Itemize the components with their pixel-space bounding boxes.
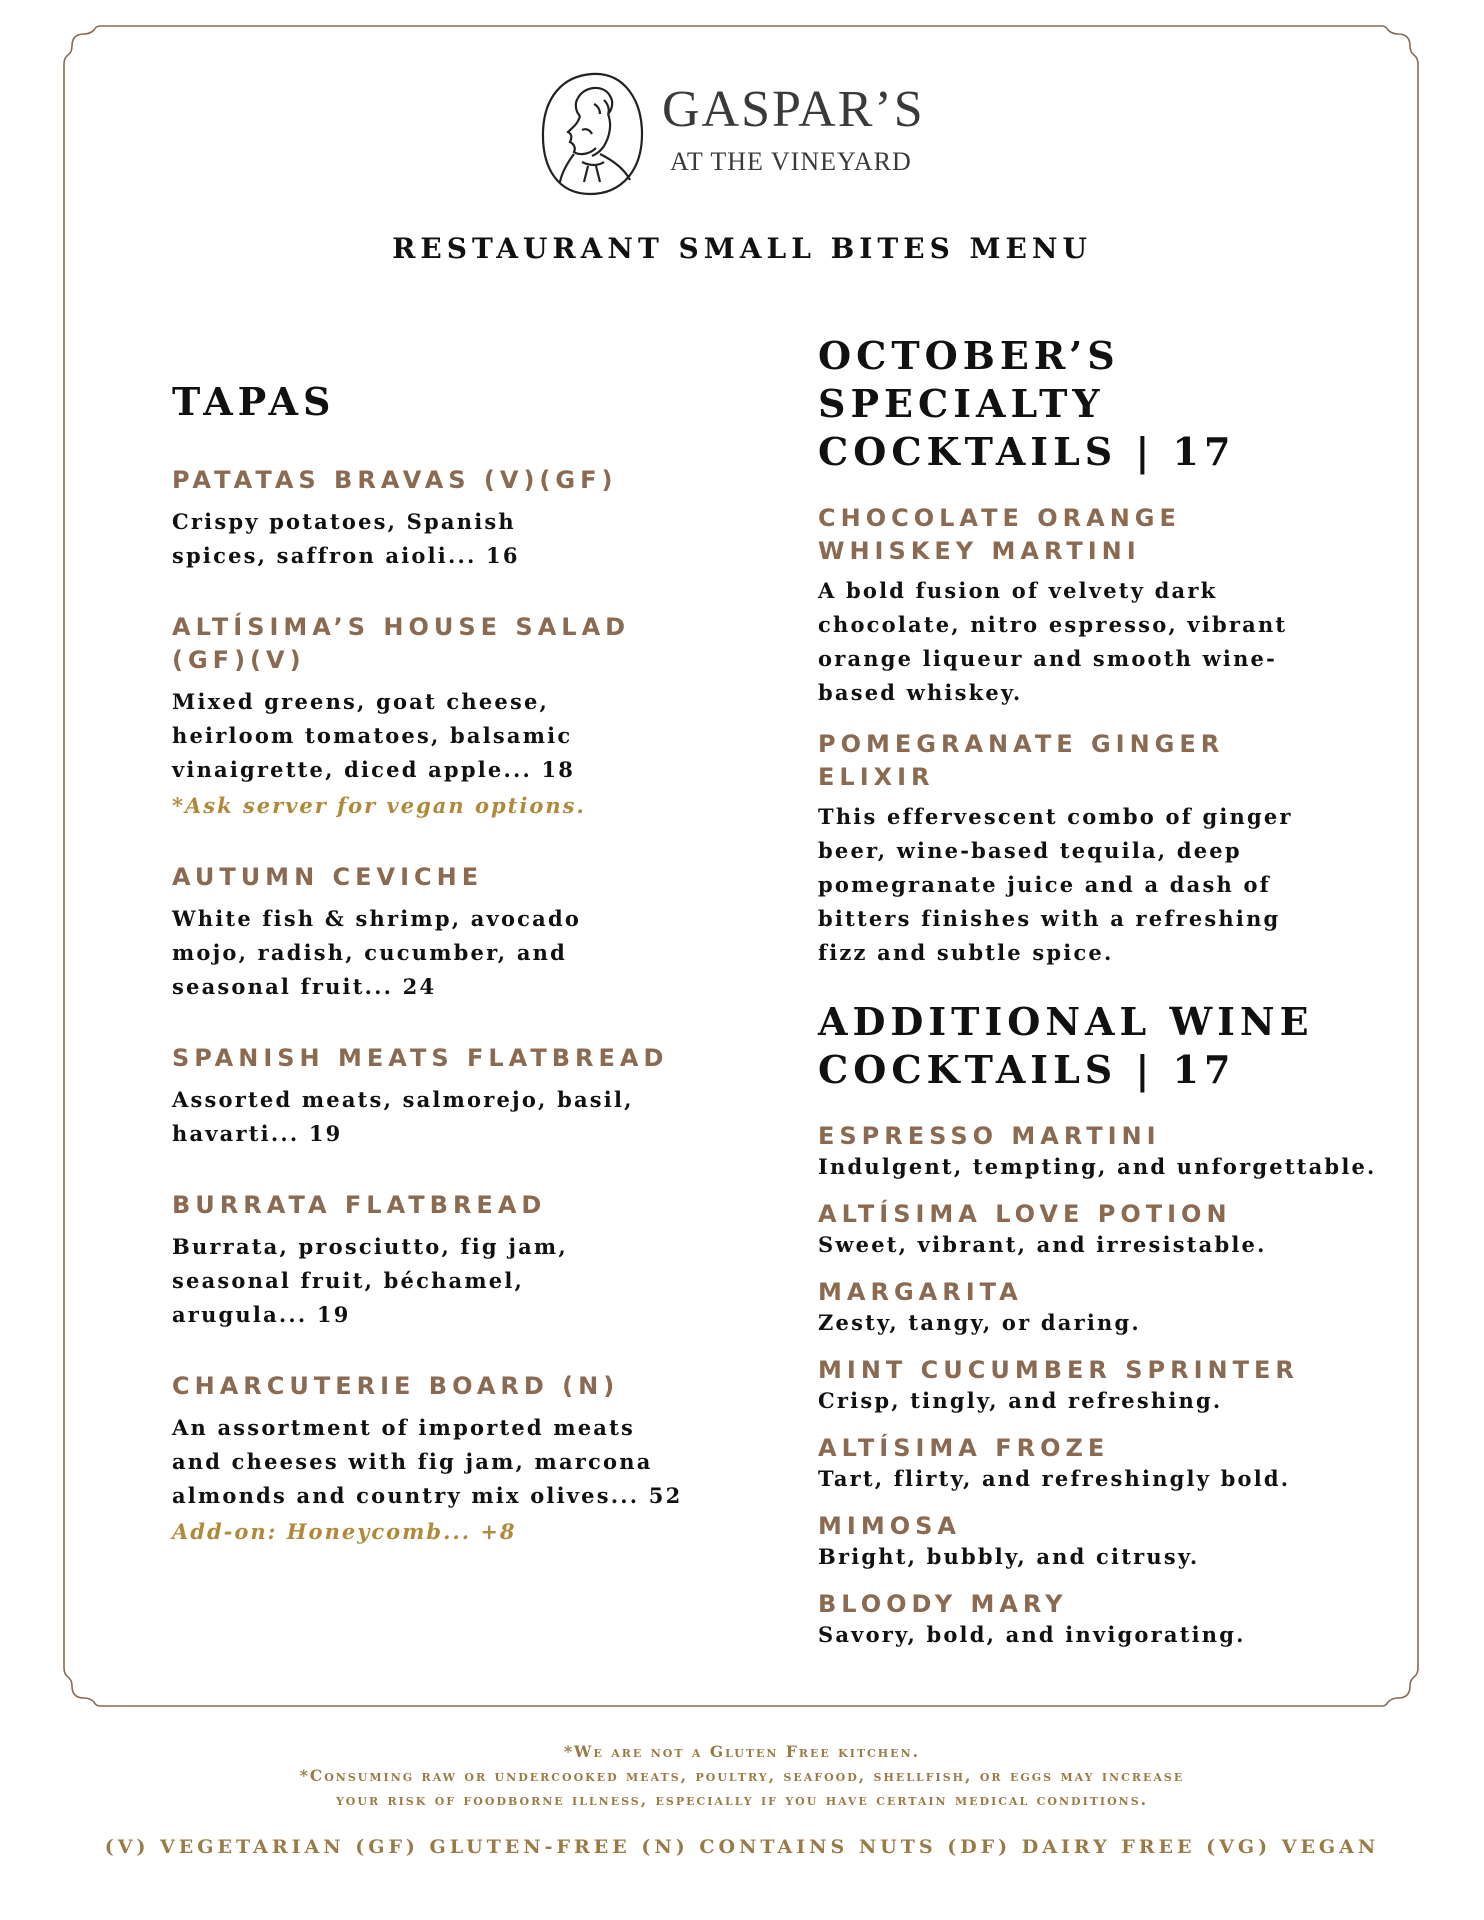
item-name: ELIXIR (818, 763, 935, 791)
item-name: ALTÍSIMA LOVE POTION (818, 1200, 1232, 1228)
item-desc-line: mojo, radish, cucumber, and (172, 940, 567, 965)
menu-item-espresso-martini (818, 1120, 1378, 1182)
item-desc-line: based whiskey. (818, 680, 1023, 705)
item-desc-line: spices, saffron aioli... 16 (172, 543, 520, 568)
item-desc-line: This effervescent combo of ginger (818, 804, 1293, 829)
item-name: ESPRESSO MARTINI (818, 1122, 1161, 1150)
item-name: BURRATA FLATBREAD (172, 1191, 547, 1219)
item-desc-line: Savory, bold, and invigorating. (818, 1622, 1246, 1647)
menu-title: RESTAURANT SMALL BITES MENU (392, 232, 1092, 265)
portrait-medallion-icon (538, 70, 646, 198)
item-desc-line: bitters finishes with a refreshing (818, 906, 1281, 931)
item-name: CHARCUTERIE BOARD (N) (172, 1372, 620, 1400)
item-desc-line: Bright, bubbly, and citrusy. (818, 1544, 1200, 1569)
item-note: Add-on: Honeycomb... +8 (172, 1519, 517, 1544)
additional-heading-line: COCKTAILS | 17 (818, 1047, 1236, 1092)
footer-disclaimer (0, 1740, 1484, 1812)
item-desc-line: Crisp, tingly, and refreshing. (818, 1388, 1223, 1413)
dietary-legend: (V) VEGETARIAN (GF) GLUTEN-FREE (N) CONTAINS NUTS (DF) DAIRY FREE (VG) VEGAN (104, 1836, 1380, 1858)
brand-name: GASPAR’S (662, 81, 925, 138)
item-desc-line: almonds and country mix olives... 52 (172, 1483, 683, 1508)
item-name: CHOCOLATE ORANGE (818, 504, 1181, 532)
item-name: ALTÍSIMA FROZE (818, 1434, 1110, 1462)
item-desc-line: Zesty, tangy, or daring. (818, 1310, 1141, 1335)
menu-item-mimosa (818, 1510, 1378, 1572)
item-desc-line: Sweet, vibrant, and irresistable. (818, 1232, 1267, 1257)
menu-item-mint-cucumber-sprinter (818, 1354, 1378, 1416)
item-desc-line: pomegranate juice and a dash of (818, 872, 1271, 897)
tapas-column (172, 378, 692, 1549)
footer-line: *We are not a Gluten Free kitchen. (563, 1742, 921, 1761)
menu-item-house-salad (172, 611, 692, 823)
item-note: *Ask server for vegan options. (172, 793, 586, 818)
specialty-heading-line: COCKTAILS | 17 (818, 429, 1236, 474)
item-desc-line: vinaigrette, diced apple... 18 (172, 757, 576, 782)
item-desc-line: fizz and subtle spice. (818, 940, 1114, 965)
item-desc-line: orange liqueur and smooth wine- (818, 646, 1278, 671)
item-name: (GF)(V) (172, 646, 306, 674)
item-desc-line: beer, wine-based tequila, deep (818, 838, 1242, 863)
item-name: PATATAS BRAVAS (V)(GF) (172, 466, 618, 494)
menu-item-pomegranate-ginger-elixir (818, 728, 1378, 970)
item-desc-line: arugula... 19 (172, 1302, 351, 1327)
item-name: MINT CUCUMBER SPRINTER (818, 1356, 1299, 1384)
item-name: POMEGRANATE GINGER (818, 730, 1225, 758)
item-desc-line: White fish & shrimp, avocado (172, 906, 582, 931)
item-desc-line: chocolate, nitro espresso, vibrant (818, 612, 1288, 637)
item-name: BLOODY MARY (818, 1590, 1068, 1618)
menu-item-spanish-meats-flatbread (172, 1042, 692, 1151)
item-desc-line: An assortment of imported meats (172, 1415, 636, 1440)
item-desc-line: heirloom tomatoes, balsamic (172, 723, 573, 748)
item-desc-line: seasonal fruit... 24 (172, 974, 437, 999)
tapas-heading: TAPAS (172, 379, 336, 424)
menu-item-charcuterie-board (172, 1370, 692, 1549)
menu-item-burrata-flatbread (172, 1189, 692, 1332)
item-desc-line: Indulgent, tempting, and unforgettable. (818, 1154, 1377, 1179)
menu-item-autumn-ceviche (172, 861, 692, 1004)
menu-item-love-potion (818, 1198, 1378, 1260)
item-desc-line: A bold fusion of velvety dark (818, 578, 1218, 603)
item-name: ALTÍSIMA’S HOUSE SALAD (172, 613, 631, 641)
menu-item-chocolate-orange-martini (818, 502, 1378, 710)
item-desc-line: seasonal fruit, béchamel, (172, 1268, 525, 1293)
item-name: AUTUMN CEVICHE (172, 863, 484, 891)
item-desc-line: Tart, flirty, and refreshingly bold. (818, 1466, 1291, 1491)
brand-logo (538, 70, 925, 200)
menu-item-bloody-mary (818, 1588, 1378, 1650)
specialty-heading-line: OCTOBER’S SPECIALTY (818, 333, 1120, 426)
item-desc-line: and cheeses with fig jam, marcona (172, 1449, 653, 1474)
item-name: MARGARITA (818, 1278, 1023, 1306)
item-name: SPANISH MEATS FLATBREAD (172, 1044, 669, 1072)
item-desc-line: Burrata, prosciutto, fig jam, (172, 1234, 568, 1259)
item-name: WHISKEY MARTINI (818, 537, 1141, 565)
footer-line: *Consuming raw or undercooked meats, poultry, seafood, shellfish, or eggs may increase (299, 1766, 1185, 1785)
cocktails-column (818, 332, 1378, 1650)
menu-item-patatas-bravas (172, 464, 692, 573)
item-name: MIMOSA (818, 1512, 961, 1540)
item-desc-line: Crispy potatoes, Spanish (172, 509, 516, 534)
footer-line: your risk of foodborne illness, especially if you have certain medical conditions. (335, 1790, 1149, 1809)
item-desc-line: Assorted meats, salmorejo, basil, (172, 1087, 634, 1112)
additional-heading-line: ADDITIONAL WINE (818, 999, 1314, 1044)
menu-item-altisima-froze (818, 1432, 1378, 1494)
menu-item-margarita (818, 1276, 1378, 1338)
brand-subtitle: AT THE VINEYARD (670, 147, 912, 176)
item-desc-line: havarti... 19 (172, 1121, 343, 1146)
item-desc-line: Mixed greens, goat cheese, (172, 689, 550, 714)
